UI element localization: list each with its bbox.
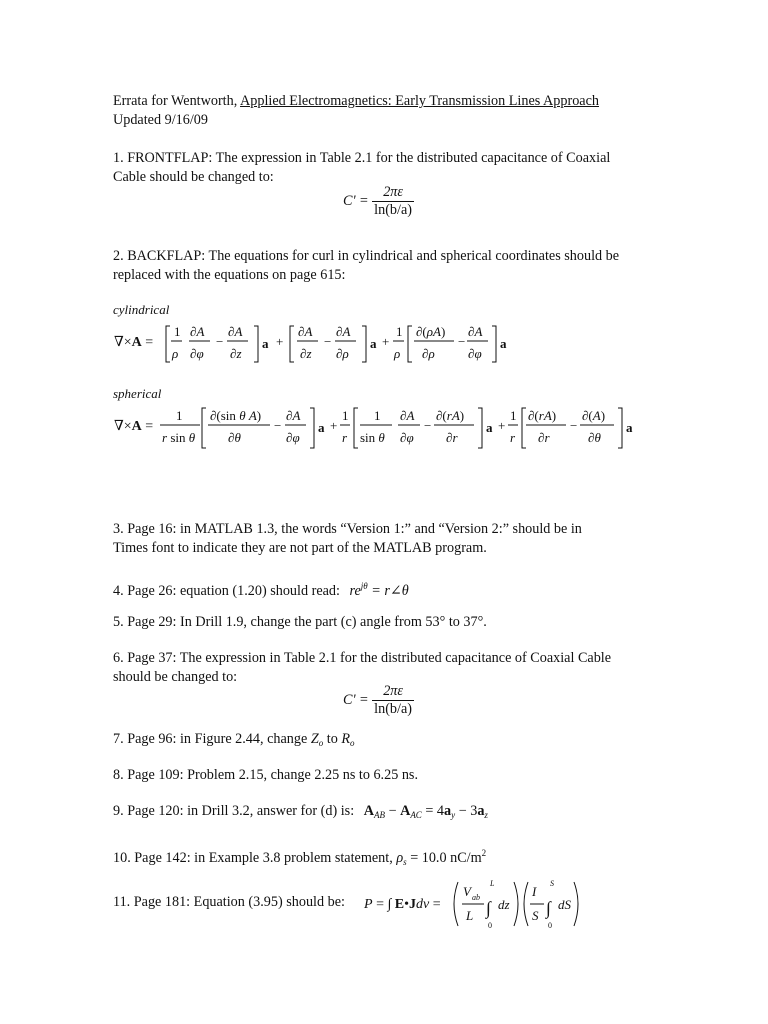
svg-text:∂A: ∂A — [336, 324, 351, 339]
cylindrical-label: cylindrical — [113, 302, 170, 317]
svg-text:∂z: ∂z — [300, 346, 312, 361]
svg-text:L: L — [490, 879, 495, 888]
svg-text:∂(rA): ∂(rA) — [528, 408, 557, 423]
svg-text:a: a — [318, 420, 325, 435]
svg-text:∂(A): ∂(A) — [582, 408, 606, 423]
svg-text:∂(rA): ∂(rA) — [436, 408, 465, 423]
svg-text:1: 1 — [510, 408, 517, 423]
svg-text:∂θ: ∂θ — [588, 430, 601, 445]
svg-text:∂A: ∂A — [298, 324, 313, 339]
svg-text:L: L — [466, 908, 474, 923]
svg-text:0: 0 — [488, 921, 492, 930]
svg-text:+: + — [330, 418, 338, 433]
svg-text:a: a — [486, 420, 493, 435]
item-9: 9. Page 120: in Drill 3.2, answer for (d) is: $A_{AB} - A_{AC} = 4a_y - 3a_z$ — [113, 803, 488, 820]
svg-text:ρ: ρ — [172, 346, 179, 361]
svg-text:−: − — [570, 418, 578, 433]
item-5: 5. Page 29: In Drill 1.9, change the part (c) angle from 53° to 37°. — [113, 614, 487, 630]
svg-text:−: − — [458, 334, 466, 349]
svg-text:1: 1 — [342, 408, 349, 423]
svg-text:a: a — [370, 336, 377, 351]
item-10: 10. Page 142: in Example 3.8 problem statement, $\rho_s = 10.0$ $nC/m^2$ — [113, 848, 487, 867]
svg-text:∂φ: ∂φ — [400, 430, 414, 445]
equation-4: $re^{j\theta}$ = r∠θ — [349, 581, 409, 599]
svg-text:+: + — [276, 334, 284, 349]
item-2-line-1: 2. BACKFLAP: The equations for curl in cylindrical and spherical coordinates should be — [113, 248, 620, 264]
svg-text:r sin θ: r sin θ — [162, 430, 196, 445]
svg-text:r: r — [510, 430, 516, 445]
svg-text:−: − — [216, 334, 224, 349]
svg-text:S: S — [532, 908, 539, 923]
book-title: Applied Electromagnetics: Early Transmission Lines Approach — [240, 93, 599, 109]
svg-text:∂A: ∂A — [286, 408, 301, 423]
spherical-label: spherical — [113, 386, 162, 401]
svg-text:∂(ρA): ∂(ρA) — [416, 324, 446, 339]
svg-text:a: a — [626, 420, 633, 435]
svg-text:∂A: ∂A — [190, 324, 205, 339]
svg-text:a: a — [262, 336, 269, 351]
svg-text:1: 1 — [396, 324, 403, 339]
svg-text:∂z: ∂z — [230, 346, 242, 361]
svg-text:∂A: ∂A — [228, 324, 243, 339]
svg-text:V: V — [463, 884, 471, 899]
svg-text:∫: ∫ — [546, 898, 551, 918]
item-7: 7. Page 96: in Figure 2.44, change $Z_o$ to $R_o$ — [113, 731, 355, 748]
svg-text:∂φ: ∂φ — [286, 430, 300, 445]
item-3-line-1: 3. Page 16: in MATLAB 1.3, the words “Version 1:” and “Version 2:” should be in — [113, 521, 582, 537]
svg-text:∂φ: ∂φ — [190, 346, 204, 361]
svg-text:∂A: ∂A — [468, 324, 483, 339]
svg-text:dz: dz — [498, 897, 510, 912]
header-title: Errata for Wentworth, Applied Electromagnetics: Early Transmission Lines Approach — [113, 93, 599, 109]
svg-text:I: I — [532, 884, 537, 899]
item-2-line-2: replaced with the equations on page 615: — [113, 267, 346, 283]
item-1-line-1: 1. FRONTFLAP: The expression in Table 2.1 for the distributed capacitance of Coaxial — [113, 150, 611, 166]
svg-text:∂θ: ∂θ — [228, 430, 241, 445]
item-4: 4. Page 26: equation (1.20) should read: $re^{j\theta}$ = r∠θ — [113, 581, 409, 599]
item-1-line-2: Cable should be changed to: — [113, 169, 274, 185]
svg-text:0: 0 — [548, 921, 552, 930]
spherical-curl-equation — [110, 402, 650, 454]
svg-text:a: a — [500, 336, 507, 351]
capacitance-equation-2: C' = $\frac{2\pi\varepsilon}{\ln(b/a)}$ — [343, 683, 412, 717]
svg-text:∂r: ∂r — [538, 430, 550, 445]
item-8: 8. Page 109: Problem 2.15, change 2.25 ns to 6.25 ns. — [113, 767, 419, 783]
svg-text:dS: dS — [558, 897, 571, 912]
svg-text:∂ρ: ∂ρ — [422, 346, 435, 361]
item-6-line-1: 6. Page 37: The expression in Table 2.1 for the distributed capacitance of Coaxial Cable — [113, 650, 612, 666]
svg-text:∇×A =: ∇×A = — [114, 335, 154, 350]
item-3-line-2: Times font to indicate they are not part of the MATLAB program. — [113, 540, 487, 556]
svg-text:+: + — [382, 334, 390, 349]
svg-text:∇×A =: ∇×A = — [114, 419, 154, 434]
equation-11 — [362, 876, 582, 934]
svg-text:ab: ab — [472, 893, 480, 902]
svg-text:∂ρ: ∂ρ — [336, 346, 349, 361]
svg-text:−: − — [324, 334, 332, 349]
cylindrical-curl-equation — [110, 318, 510, 368]
svg-text:∂(sin θ A): ∂(sin θ A) — [210, 408, 262, 423]
svg-text:r: r — [342, 430, 348, 445]
svg-text:ρ: ρ — [394, 346, 401, 361]
equation-9: $A_{AB} - A_{AC} = 4a_y - 3a_z$ — [363, 803, 488, 820]
svg-text:∫: ∫ — [486, 898, 491, 918]
svg-text:∂A: ∂A — [400, 408, 415, 423]
svg-text:1: 1 — [374, 408, 381, 423]
svg-text:∂φ: ∂φ — [468, 346, 482, 361]
svg-text:1: 1 — [174, 324, 181, 339]
capacitance-equation-1: C' = $\frac{2\pi\varepsilon}{\ln(b/a)}$ — [343, 184, 412, 218]
svg-text:−: − — [274, 418, 282, 433]
header-updated: Updated 9/16/09 — [113, 112, 208, 128]
svg-text:1: 1 — [176, 408, 183, 423]
svg-text:P = ∫ E•Jdv =: P = ∫ E•Jdv = — [364, 897, 441, 912]
svg-text:S: S — [550, 879, 554, 888]
item-6-line-2: should be changed to: — [113, 669, 238, 685]
svg-text:sin θ: sin θ — [360, 430, 385, 445]
svg-text:+: + — [498, 418, 506, 433]
svg-text:−: − — [424, 418, 432, 433]
svg-text:∂r: ∂r — [446, 430, 458, 445]
item-11: 11. Page 181: Equation (3.95) should be: — [113, 894, 345, 910]
